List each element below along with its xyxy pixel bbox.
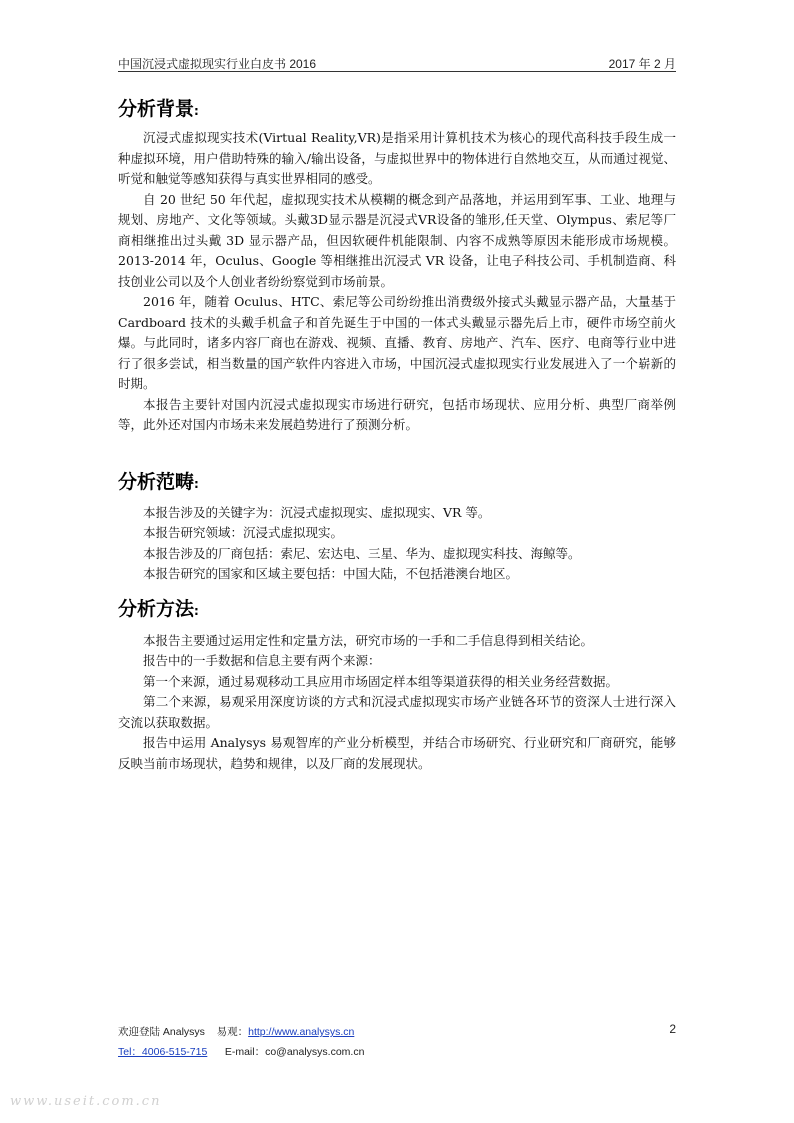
phone-link[interactable]: Tel：4006-515-715 xyxy=(118,1046,208,1058)
section-background xyxy=(118,90,676,436)
document-date: 2017 年 2 月 xyxy=(608,57,676,71)
paragraph: 2016 年，随着 Oculus、HTC、索尼等公司纷纷推出消费级外接式头戴显示器产品，大量基于 Cardboard 技术的头戴手机盒子和首先诞生于中国的一体式头戴显示器先后上市，硬件市场空前火爆。与此同时，诸多内容厂商也在游戏、视频、直播、教育、房地产、汽车、医疗、电商等行业中进行了很多尝试，相当数量的国产软件内容进入市场，中国沉浸式虚拟现实行业发展进入了一个崭新的时期。 xyxy=(118,294,676,391)
document-title: 中国沉浸式虚拟现实行业白皮书 2016 xyxy=(118,57,317,71)
paragraph: 本报告主要通过运用定性和定量方法，研究市场的一手和二手信息得到相关结论。 xyxy=(143,632,594,648)
paragraph: 本报告主要针对国内沉浸式虚拟现实市场进行研究，包括市场现状、应用分析、典型厂商举例等，此外还对国内市场未来发展趋势进行了预测分析。 xyxy=(118,396,676,432)
paragraph: 本报告涉及的关键字为：沉浸式虚拟现实、虚拟现实、VR 等。 xyxy=(143,504,491,520)
section-methodology xyxy=(118,593,676,775)
section-heading: 分析范畴: xyxy=(118,470,199,493)
section-heading: 分析背景: xyxy=(118,98,199,120)
website-link[interactable]: http://www.analysys.cn xyxy=(248,1026,355,1038)
paragraph: 本报告涉及的厂商包括：索尼、宏达电、三星、华为、虚拟现实科技、海鲸等。 xyxy=(143,545,581,561)
page-body xyxy=(118,90,676,774)
paragraph: 本报告研究的国家和区域主要包括：中国大陆，不包括港澳台地区。 xyxy=(143,566,519,581)
paragraph: 第一个来源，通过易观移动工具应用市场固定样本组等渠道获得的相关业务经营数据。 xyxy=(143,673,619,689)
section-scope xyxy=(118,466,676,585)
email-text: E-mail：co@analysys.com.cn xyxy=(224,1046,365,1058)
paragraph: 报告中的一手数据和信息主要有两个来源： xyxy=(143,653,381,668)
paragraph: 沉浸式虚拟现实技术(Virtual Reality,VR)是指采用计算机技术为核心的现代高科技手段生成一种虚拟环境，用户借助特殊的输入/输出设备，与虚拟世界中的物体进行自然地交互，从而通过视觉、听觉和触觉等感知获得与真实世界相同的感受。 xyxy=(118,130,676,186)
paragraph: 本报告研究领域：沉浸式虚拟现实。 xyxy=(143,525,344,540)
paragraph: 自 20 世纪 50 年代起，虚拟现实技术从模糊的概念到产品落地，并运用到军事、工业、地理与规划、房地产、文化等领域。头戴3D显示器是沉浸式VR设备的雏形,任天堂、Olympus、索尼等厂商相继推出过头戴 3D 显示器产品，但因软硬件机能限制、内容不成熟等原因未能形成市场规模。2013-2014 年，Oculus、Google 等相继推出沉浸式 VR 设备，让电子科技公司、手机制造商、科技创业公司以及个人创业者纷纷察觉到市场前景。 xyxy=(118,191,676,289)
footer-contact-row xyxy=(118,1024,354,1039)
footer-welcome: 欢迎登陆 Analysys xyxy=(118,1026,205,1038)
section-heading: 分析方法: xyxy=(118,597,199,620)
footer-phone-row xyxy=(118,1044,364,1059)
page-number: 2 xyxy=(669,1022,676,1036)
paragraph: 第二个来源，易观采用深度访谈的方式和沉浸式虚拟现实市场产业链各环节的资深人士进行深入交流以获取数据。 xyxy=(118,694,676,730)
paragraph: 报告中运用 Analysys 易观智库的产业分析模型，并结合市场研究、行业研究和厂商研究，能够反映当前市场现状，趋势和规律，以及厂商的发展现状。 xyxy=(118,735,676,771)
header-divider xyxy=(118,71,676,72)
page-header xyxy=(118,52,676,72)
footer-brand-label: 易观： xyxy=(216,1026,249,1038)
watermark: www.useit.com.cn xyxy=(10,1094,162,1109)
